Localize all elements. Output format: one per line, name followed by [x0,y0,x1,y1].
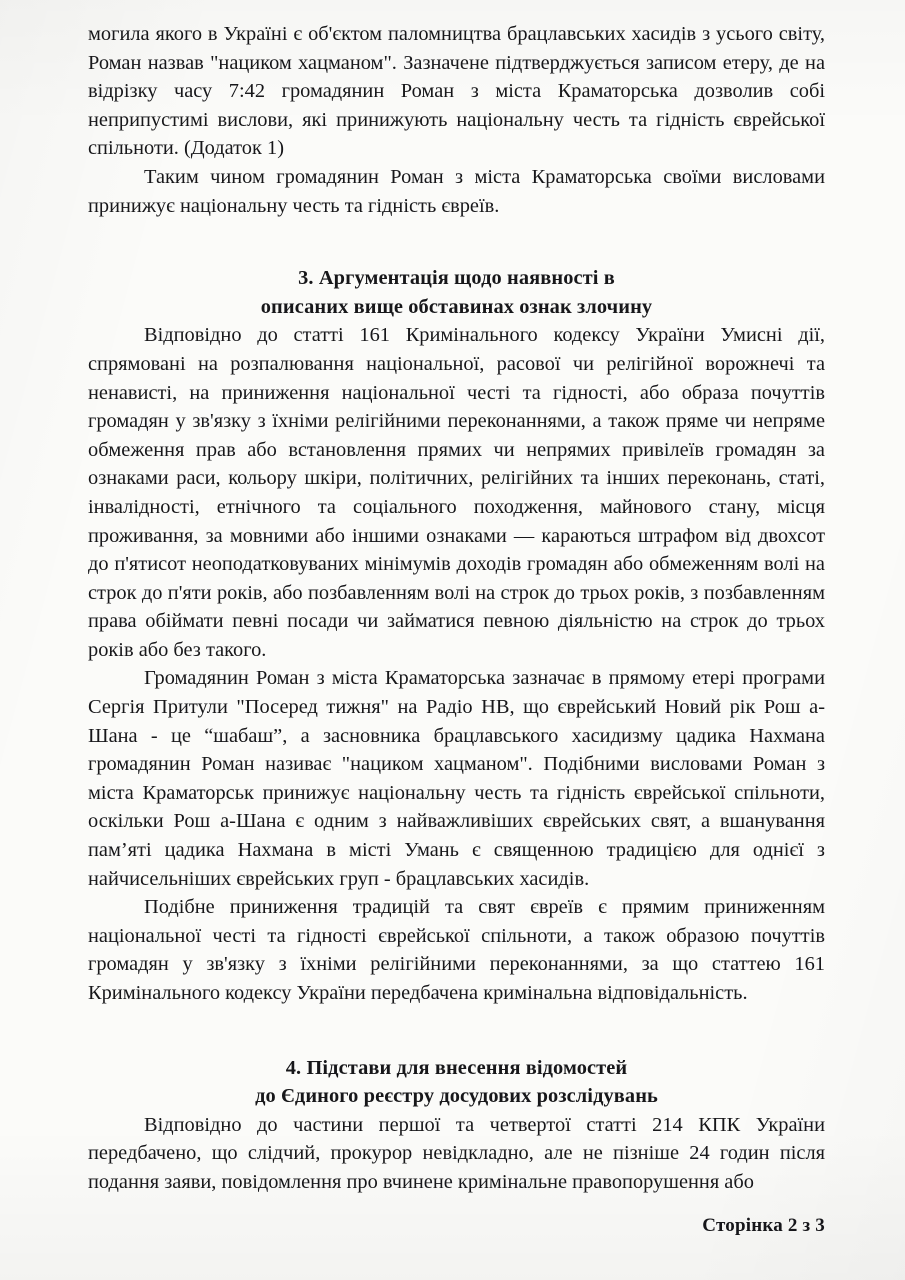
paragraph-article-161-text: Відповідно до статті 161 Кримінального кодексу України Умисні дії, спрямовані на розпалювання національної, расової чи релігійної ворожнечі та ненависті, на приниження національної честі та гідності, або образа почуттів громадян у зв'язку з їхніми релігійними переконаннями, а також пряме чи непряме обмеження прав або встановлення прямих чи непрямих привілеїв громадян за ознаками раси, кольору шкіри, політичних, релігійних та інших переконань, статі, інвалідності, етнічного та соціального походження, майнового стану, місця проживання, за мовними або іншими ознаками — караються штрафом від двохсот до п'ятисот неоподатковуваних мінімумів доходів громадян або обмеженням волі на строк до п'яти років, або позбавленням волі на строк до трьох років, з позбавленням права обіймати певні посади чи займатися певною діяльністю на строк до трьох років або без такого. [88,324,825,661]
spacer-before-section-3 [88,220,825,264]
paragraph-radio-nv-statement: Громадянин Роман з міста Краматорська зазначає в прямому етері програми Сергія Притули "Посеред тижня" на Радіо НВ, що єврейський Новий рік Рош а-Шана - це “шабаш”, а засновника брацлавського хасидизму цадика Нахмана громадянин Роман називає "нациком хацманом". Подібними висловами Роман з міста Краматорськ принижує національну честь та гідність єврейської спільноти, оскільки Рош а-Шана є одним з найважливіших єврейських свят, а вшанування пам’яті цадика Нахмана в місті Умань є священною традицією для однієї з найчисельніших єврейських груп - брацлавських хасидів. [88,667,825,890]
paragraph-legal-conclusion: Подібне приниження традицій та свят євреїв є прямим приниженням національної честі та гідності єврейської спільноти, а також образою почуттів громадян у зв'язку з їхніми релігійними переконаннями, за що статтею 161 Кримінального кодексу України передбачена кримінальна відповідальність. [88,896,825,1004]
section-3-heading-line-2: описаних вище обставинах ознак злочину [260,295,653,318]
section-3-heading-line-1: 3. Аргументація щодо наявності в [298,267,615,290]
page-number-footer: Сторінка 2 з 3 [702,1215,825,1236]
document-body [88,20,825,1197]
section-4-heading-line-2: до Єдиного реєстру досудових розслідувань [255,1085,658,1108]
section-4-heading-line-1: 4. Підстави для внесення відомостей [285,1056,628,1079]
paragraph-continued-from-previous-page: могила якого в Україні є об'єктом паломництва брацлавських хасидів з усього світу, Роман назвав "нациком хацманом". Зазначене підтверджується записом етеру, де на відрізку часу 7:42 громадянин Роман з міста Краматорська дозволив собі неприпустимі вислови, які принижують національну честь та гідність єврейської спільноти. (Додаток 1) [88,23,825,160]
spacer-before-section-4 [88,1008,825,1054]
paragraph-article-214-cpc: Відповідно до частини першої та четвертої статті 214 КПК України передбачено, що слідчий, прокурор невідкладно, але не пізніше 24 годин після подання заяви, повідомлення про вчинене кримінальне правопорушення або [88,1113,825,1193]
paragraph-conclusion-kramatorsk: Таким чином громадянин Роман з міста Краматорська своїми висловами принижує національну честь та гідність євреїв. [88,165,825,217]
